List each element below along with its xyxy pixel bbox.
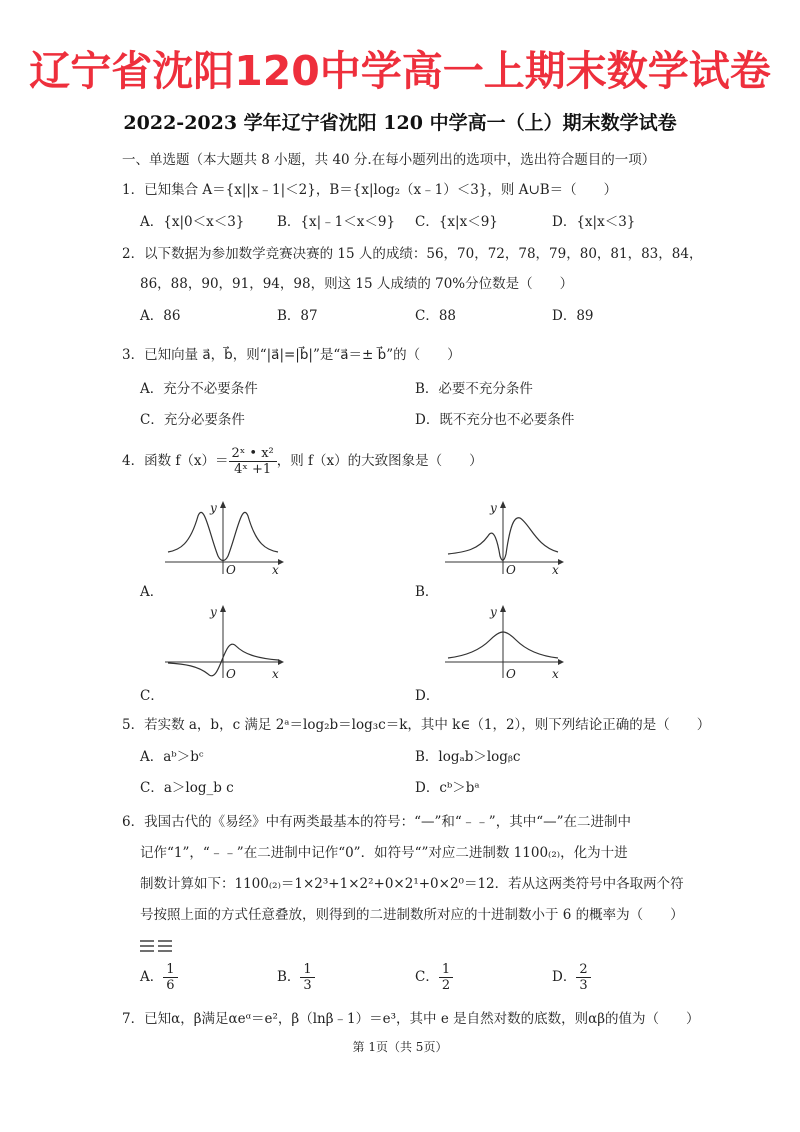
q2-option-d: D．89 [552, 308, 594, 324]
question-4-stem [122, 446, 483, 477]
q4-a-y-label: y [210, 501, 217, 515]
q4-a-origin-label: O [226, 563, 236, 576]
question-2-line-1: 2．以下数据为参加数学竞赛决赛的 15 人的成绩：56，70，72，78，79，80，81，83，84， [122, 246, 703, 262]
question-5-stem: 5．若实数 a，b，c 满足 2ᵃ＝log₂b＝log₃c＝k，其中 k∈（1，2），则下列结论正确的是（ ） [122, 717, 711, 733]
q4-stem-suffix: ，则 f（x）的大致图象是（ ） [276, 453, 483, 469]
question-1-stem: 1．已知集合 A＝{x||x﹣1|＜2}，B＝{x|log₂（x﹣1）＜3}，则 A∪B＝（ ） [122, 182, 618, 198]
q5-option-c: C．a＞log_b c [140, 780, 234, 796]
q4-d-x-label: x [552, 667, 559, 680]
q6-option-a: A． $\frac{1}{6}$ [140, 962, 178, 993]
q5-option-d: D．cᵇ＞bᵃ [415, 780, 480, 796]
q4-a-x-label: x [272, 563, 279, 576]
q4-fraction [229, 446, 277, 477]
q4-b-y-label: y [490, 501, 497, 515]
q4-label-d: D． [415, 688, 440, 704]
question-7-stem: 7．已知α，β满足αeᵅ＝e²，β（lnβ﹣1）＝e³，其中 e 是自然对数的底数，则αβ的值为（ ） [122, 1011, 700, 1027]
q4-stem-prefix: 4．函数 f（x）＝ [122, 453, 229, 469]
q3-option-a: A．充分不必要条件 [140, 381, 258, 397]
q4-graph-a [160, 496, 290, 576]
q5-option-b: B．logₐb＞logᵦc [415, 749, 521, 765]
q4-label-b: B． [415, 584, 439, 600]
q5-option-a: A．aᵇ＞bᶜ [140, 749, 204, 765]
q4-d-y-label: y [490, 605, 497, 619]
q4-c-y-label: y [210, 605, 217, 619]
q2-option-a: A．86 [140, 308, 181, 324]
q1-option-d: D．{x|x＜3} [552, 214, 636, 230]
q4-graph-c [160, 600, 290, 680]
q6-option-c: C． $\frac{1}{2}$ [415, 962, 453, 993]
q4-fraction-numerator: 2ˣ • x² [229, 446, 277, 462]
q1-option-b: B．{x|﹣1＜x＜9} [277, 214, 396, 230]
trigram-symbol-icon [140, 938, 174, 954]
question-6-line-2: 记作“1”，“﹣﹣”在二进制中记作“0”．如符号“”对应二进制数 1100₍₂₎，化为十进 [140, 845, 628, 861]
q4-label-a: A． [140, 584, 164, 600]
q2-option-c: C．88 [415, 308, 457, 324]
q4-graph-d [440, 600, 570, 680]
section-heading: 一、单选题（本大题共 8 小题，共 40 分.在每小题列出的选项中，选出符合题目的一项） [122, 152, 656, 168]
q4-label-c: C． [140, 688, 164, 704]
q4-c-x-label: x [272, 667, 279, 680]
q1-option-c: C．{x|x＜9} [415, 214, 498, 230]
q2-option-b: B．87 [277, 308, 318, 324]
exam-title: 2022-2023 学年辽宁省沈阳 120 中学高一（上）期末数学试卷 [123, 112, 677, 134]
question-6-line-3: 制数计算如下：1100₍₂₎＝1×2³+1×2²+0×2¹+0×2⁰＝12．若从这两类符号中各取两个符 [140, 876, 684, 892]
q6-option-d: D． $\frac{2}{3}$ [552, 962, 591, 993]
question-2-line-2: 86，88，90，91，94，98，则这 15 人成绩的 70%分位数是（ ） [140, 276, 574, 292]
q4-b-origin-label: O [506, 563, 516, 576]
q4-b-x-label: x [552, 563, 559, 576]
q1-option-a: A．{x|0＜x＜3} [140, 214, 245, 230]
banner-title: 辽宁省沈阳120中学高一上期末数学试卷 [29, 47, 771, 95]
q4-fraction-denominator: 4ˣ +1 [234, 462, 272, 477]
question-3-stem: 3．已知向量 a⃗，b⃗，则“|a⃗|=|b⃗|”是“a⃗＝± b⃗”的（ ） [122, 347, 461, 363]
q3-option-d: D．既不充分也不必要条件 [415, 412, 575, 428]
q4-graph-b [440, 496, 570, 576]
question-6-line-1: 6．我国古代的《易经》中有两类最基本的符号：“—”和“﹣﹣”，其中“—”在二进制中 [122, 814, 631, 830]
question-6-line-4: 号按照上面的方式任意叠放，则得到的二进制数所对应的十进制数小于 6 的概率为（ ） [140, 907, 684, 923]
page-footer: 第 1页（共 5页） [352, 1040, 448, 1054]
q3-option-c: C．充分必要条件 [140, 412, 245, 428]
q6-option-b: B． $\frac{1}{3}$ [277, 962, 315, 993]
q4-c-origin-label: O [226, 667, 236, 680]
q4-d-origin-label: O [506, 667, 516, 680]
q3-option-b: B．必要不充分条件 [415, 381, 533, 397]
